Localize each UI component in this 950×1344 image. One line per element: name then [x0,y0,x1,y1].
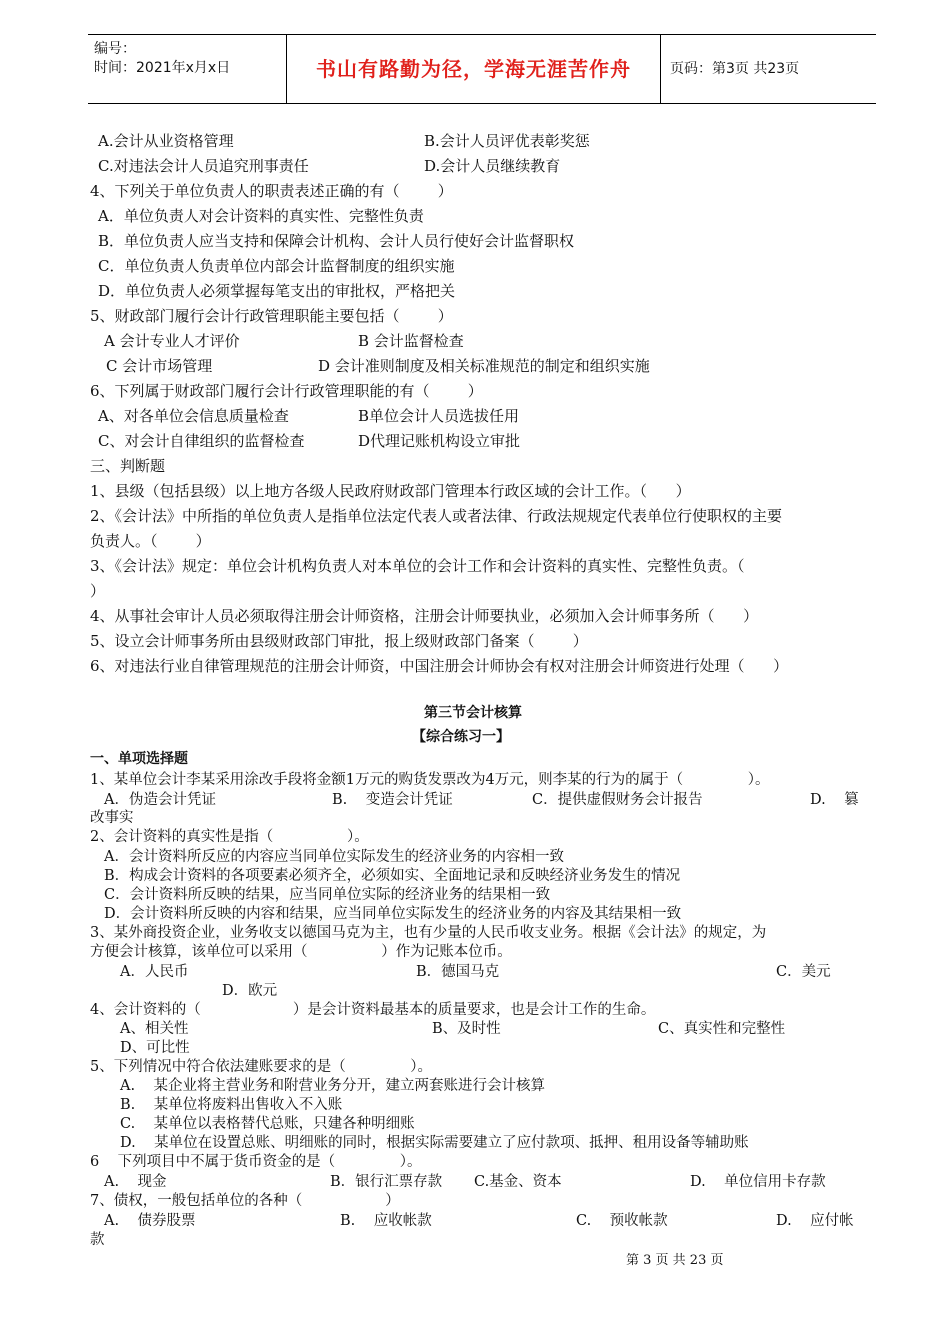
text-line: A. 某企业将主营业务和附营业务分开，建立两套账进行会计核算 [120,1078,546,1094]
text-line: D．单位负责人必须掌握每笔支出的审批权，严格把关 [98,282,456,300]
question-line: 5、财政部门履行会计行政管理职能主要包括（ ） [90,307,453,325]
question-line: 3、《会计法》规定：单位会计机构负责人对本单位的会计工作和会计资料的真实性、完整性负责。（ [90,557,745,575]
text-line: C．单位负责人负责单位内部会计监督制度的组织实施 [98,257,455,275]
text-line: A．会计资料所反应的内容应当同单位实际发生的经济业务的内容相一致 [104,849,564,865]
text-line: B 会计监督检查 [358,332,464,350]
exercise-title: 【综合练习一】 [412,729,510,745]
text-line: A.会计从业资格管理 [98,132,234,150]
text-line: C 会计市场管理 [106,357,213,375]
text-line: D. 应付帐 [776,1213,854,1229]
question-line: 7、债权，一般包括单位的各种（ ） [90,1193,400,1209]
header-meta [88,35,286,103]
text-line: B. 某单位将废料出售收入不入账 [120,1097,343,1113]
text-line: B单位会计人员选拔任用 [358,407,520,425]
text-line: C. 预收帐款 [576,1213,668,1229]
text-line: B. 变造会计凭证 [332,792,453,808]
text-line: A、相关性 [120,1021,189,1037]
question-line: 6、对违法行业自律管理规范的注册会计师资，中国注册会计师协会有权对注册会计师资进行处理（ ） [90,657,789,675]
header-page-label: 页码：第3页 共23页 [670,61,800,77]
text-line: 方便会计核算，该单位可以采用（ ）作为记账本位币。 [90,944,512,960]
text-line: D、可比性 [120,1040,190,1056]
question-line: 2、会计资料的真实性是指（ ）。 [90,829,369,845]
text-line: D.会计人员继续教育 [424,157,561,175]
text-line: B．德国马克 [416,964,500,980]
text-line: D. 篡 [810,792,859,808]
text-line: D．会计资料所反映的内容和结果，应当同单位实际发生的经济业务的内容及其结果相一致 [104,906,682,922]
question-line: 4、下列关于单位负责人的职责表述正确的有（ ） [90,182,453,200]
text-line: C、真实性和完整性 [658,1021,786,1037]
text-line: A．伪造会计凭证 [104,792,216,808]
text-line: 改事实 [90,810,134,826]
question-line: 5、设立会计师事务所由县级财政部门审批，报上级财政部门备案（ ） [90,632,588,650]
text-line: 负责人。（ ） [90,532,211,550]
text-line: D. 某单位在设置总账、明细账的同时，根据实际需要建立了应付款项、抵押、租用设备等辅助账 [120,1135,749,1151]
question-line: 5、下列情况中符合依法建账要求的是（ ）。 [90,1059,433,1075]
question-line: 4、从事社会审计人员必须取得注册会计师资格，注册会计师要执业，必须加入会计师事务所（ ） [90,607,759,625]
section-title: 第三节会计核算 [424,705,522,721]
text-line: B. 应收帐款 [340,1213,432,1229]
text-line: A．人民币 [120,964,189,980]
question-line: 6 下列项目中不属于货币资金的是（ ）。 [90,1154,422,1170]
text-line: D代理记账机构设立审批 [358,432,521,450]
text-line: A. 现金 [104,1174,167,1190]
text-line: D．欧元 [222,983,278,999]
text-line: C.基金、资本 [474,1174,562,1190]
question-line: 6、下列属于财政部门履行会计行政管理职能的有（ ） [90,382,483,400]
date-label: 时间：2021年x月x日 [94,60,231,76]
question-line: 1、某单位会计李某采用涂改手段将金额1万元的购货发票改为4万元，则李某的行为的属于（ ）。 [90,772,770,788]
text-line: B、及时性 [432,1021,501,1037]
question-line: 2、《会计法》中所指的单位负责人是指单位法定代表人或者法律、行政法规规定代表单位行使职权的主要 [90,507,783,525]
text-line: A、对各单位会信息质量检查 [98,407,289,425]
text-line: C．美元 [776,964,831,980]
serial-label: 编号： [94,41,136,57]
text-line: D 会计准则制度及相关标准规范的制定和组织实施 [318,357,650,375]
question-line: 3、某外商投资企业，业务收支以德国马克为主，也有少量的人民币收支业务。根据《会计法》的规定，为 [90,925,767,941]
text-line: C、对会计自律组织的监督检查 [98,432,305,450]
text-line: ） [90,582,106,600]
text-line: B．构成会计资料的各项要素必须齐全，必须如实、全面地记录和反映经济业务发生的情况 [104,868,681,884]
text-line: D. 单位信用卡存款 [690,1174,826,1190]
question-line: 1、县级（包括县级）以上地方各级人民政府财政部门管理本行政区域的会计工作。（ ） [90,482,691,500]
header-divider [660,35,661,103]
section-heading: 一、单项选择题 [90,751,188,767]
text-line: B.会计人员评优表彰奖惩 [424,132,590,150]
text-line: A. 债券股票 [104,1213,196,1229]
text-line: C．提供虚假财务会计报告 [532,792,703,808]
text-line: C.对违法会计人员追究刑事责任 [98,157,309,175]
section-heading: 三、判断题 [90,457,166,475]
page-footer: 第 3 页 共 23 页 [626,1253,724,1268]
header-motto: 书山有路勤为径，学海无涯苦作舟 [316,57,631,81]
text-line: B．单位负责人应当支持和保障会计机构、会计人员行使好会计监督职权 [98,232,575,250]
text-line: 款 [90,1232,105,1248]
text-line: A 会计专业人才评价 [104,332,240,350]
text-line: A．单位负责人对会计资料的真实性、完整性负责 [98,207,424,225]
page-header [88,34,876,104]
text-line: C. 某单位以表格替代总账，只建各种明细账 [120,1116,415,1132]
text-line: B．银行汇票存款 [330,1174,443,1190]
text-line: C．会计资料所反映的结果，应当同单位实际的经济业务的结果相一致 [104,887,551,903]
question-line: 4、会计资料的（ ）是会计资料最基本的质量要求，也是会计工作的生命。 [90,1002,656,1018]
